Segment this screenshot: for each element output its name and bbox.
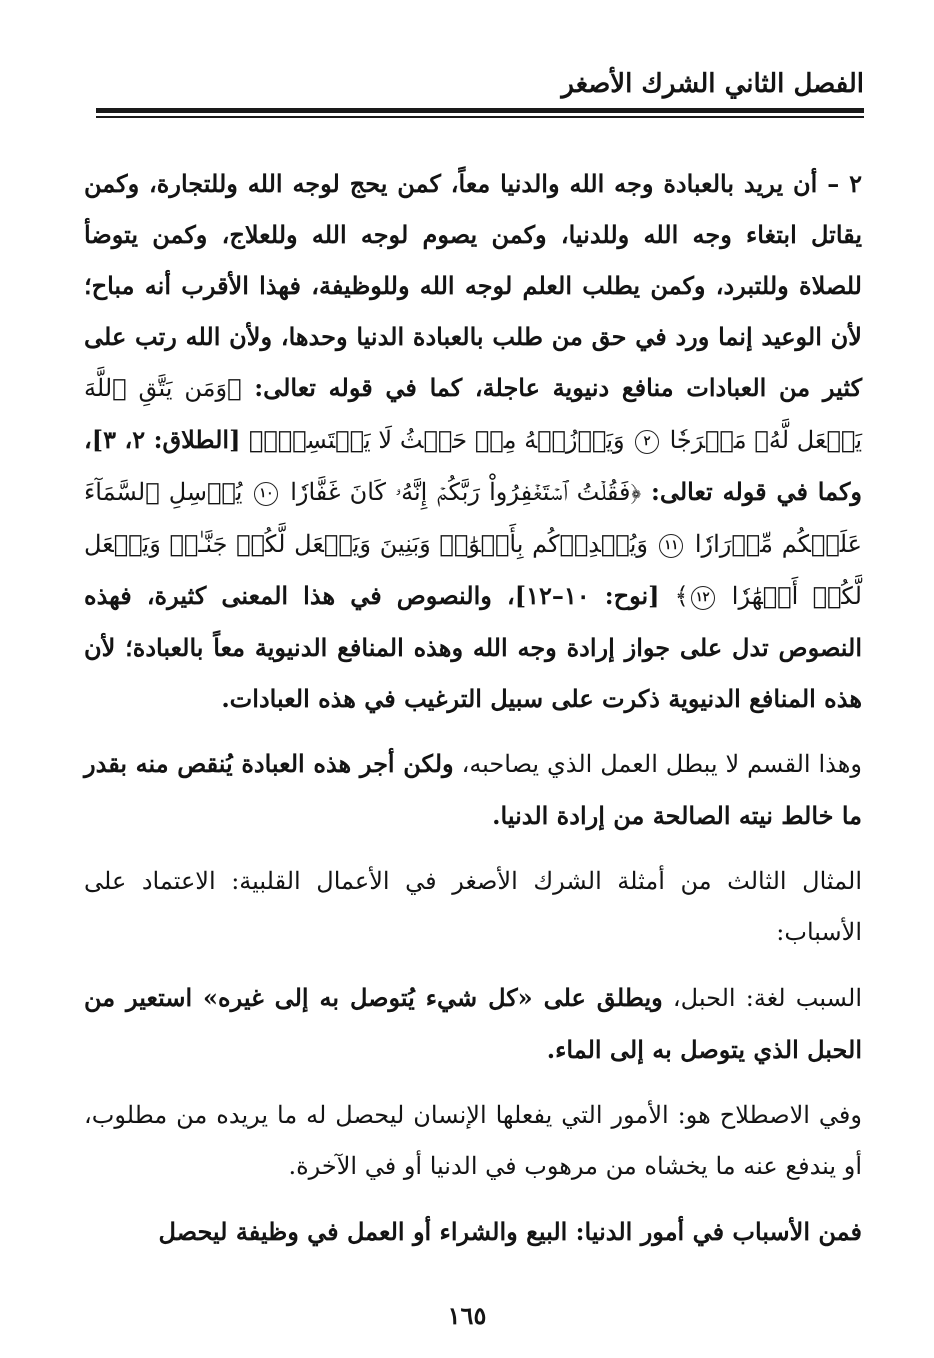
quran-verse-nuh-part1: ﴿فَقُلۡتُ ٱسۡتَغۡفِرُواْ رَبَّكُمۡ إِنَّهُۥ كَانَ غَفَّارٗا [290, 478, 642, 506]
body-text [84, 158, 862, 1271]
paragraph-reward-bold: ولكن أجر هذه العبادة يُنقص منه بقدر ما خالط نيته الصالحة من إرادة الدنيا. [84, 749, 862, 830]
quran-verse-talaq-part1: ﴿وَمَن يَتَّقِ ٱللَّهَ يَجۡعَل لَّهُۥ مَخۡرَجٗا [84, 374, 862, 454]
ayah-number-marker: ١١ [659, 534, 683, 558]
ayah-number-marker: ٢ [635, 430, 659, 454]
paragraph-cause-bold: ويطلق على «كل شيء يُتوصل به إلى غيره» استعير من الحبل الذي يتوصل به إلى الماء. [84, 983, 862, 1064]
verse-reference-talaq: [الطلاق: ٢، ٣]، وكما في قوله تعالى: [84, 425, 863, 506]
paragraph-reward-reduction [84, 738, 862, 842]
paragraph-cause-linguistic [84, 972, 862, 1076]
header-rule-thin [96, 116, 864, 118]
paragraph-third-example: المثال الثالث من أمثلة الشرك الأصغر في الأعمال القلبية: الاعتماد على الأسباب: [84, 867, 862, 946]
quran-verse-nuh-part3: وَيُمۡدِدۡكُم بِأَمۡوَٰلٖ وَبَنِينَ وَيَجۡعَل لَّكُمۡ جَنَّـٰتٖ وَيَجۡعَل لَّكُمۡ أَنۡهَٰرٗا [84, 530, 862, 610]
verse-reference-nuh: [نوح: ١٠–١٢]، [491, 581, 675, 610]
paragraph-worldly-causes: فمن الأسباب في أمور الدنيا: البيع والشراء أو العمل في وظيفة ليحصل [158, 1217, 862, 1246]
paragraph-cause-technical: وفي الاصطلاح هو: الأمور التي يفعلها الإنسان ليحصل له ما يريده من مطلوب، أو يندفع عنه ما يخشاه من مرهوب في الدنيا أو في الآخرة. [84, 1101, 862, 1180]
paragraph-conclusion-text: والنصوص في هذا المعنى كثيرة، فهذه النصوص تدل على جواز إرادة وجه الله وهذه المنافع الدنيوية معاً بالعبادة؛ لأن هذه المنافع الدنيوية ذكرت على سبيل الترغيب في هذه العبادات. [84, 581, 862, 713]
page-number: ١٦٥ [447, 1301, 487, 1330]
paragraph-cause-normal: السبب لغة: الحبل، [662, 984, 862, 1012]
quran-verse-close-bracket: ﴾ [674, 582, 689, 610]
paragraph-reward-normal: وهذا القسم لا يبطل العمل الذي يصاحبه، [453, 750, 863, 778]
ayah-number-marker: ١٠ [254, 482, 278, 506]
ayah-number-marker: ١٢ [691, 586, 715, 610]
quran-verse-nuh-part2: يُرۡسِلِ ٱلسَّمَآءَ عَلَيۡكُم مِّدۡرَارٗا [84, 478, 862, 558]
quran-verse-talaq-part2: وَيَرۡزُقۡهُ مِنۡ حَيۡثُ لَا يَحۡتَسِبُۚ﴾ [248, 426, 625, 454]
paragraph-intro-text: ٢ – أن يريد بالعبادة وجه الله والدنيا معاً، كمن يحج لوجه الله وللتجارة، وكمن يقاتل ابتغاء وجه الله وللدنيا، وكمن يصوم لوجه الله وللعلاج، وكمن يتوضأ للصلاة وللتبرد، وكمن يطلب العلم لوجه الله وللوظيفة، فهذا الأقرب أنه مباح؛ لأن الوعيد إنما ورد في حق من طلب بالعبادة الدنيا وحدها، ولأن الله رتب على كثير من العبادات منافع دنيوية عاجلة، كما في قوله تعالى: [84, 169, 862, 402]
paragraph-second-type [84, 158, 862, 724]
header-rule-thick [96, 108, 864, 113]
running-header: الفصل الثاني الشرك الأصغر [561, 69, 864, 99]
